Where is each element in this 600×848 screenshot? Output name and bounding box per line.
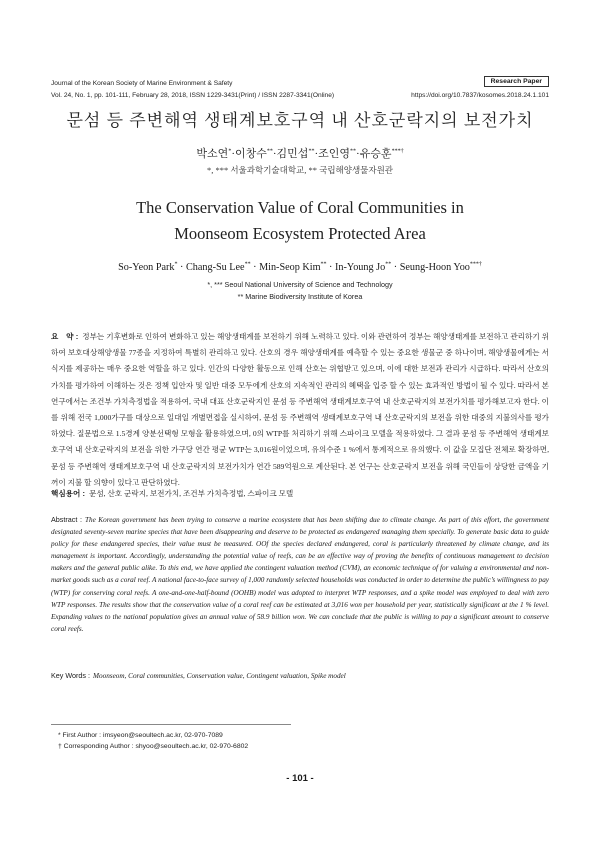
footnote-corresponding-author: † Corresponding Author : shyoo@seoultech.ac.kr, 02-970-6802 xyxy=(58,743,249,750)
abstract-english-label: Abstract : xyxy=(51,515,83,524)
korean-author-name: 김민섭 xyxy=(276,148,309,160)
abstract-korean xyxy=(51,329,549,491)
authors-korean xyxy=(0,145,600,161)
korean-author-name: 이창수 xyxy=(234,148,267,160)
abstract-korean-text: 정부는 기후변화로 인하여 변화하고 있는 해양생태계를 보전하기 위해 노력하고 있다. 이와 관련하여 정부는 해양생태계를 보전하고 관리하기 위하여 보호대상해양생물 77종을 지정하여 특별히 관리하고 있다. 산호의 경우 해양생태계를 예측할 수 있는 중요한 생물군 중 하나이며, 해양생물에게는 서식지를 제공하는 매우 중요한 역할을 하고 있다. 인간의 다양한 활동으로 인해 산호는 위협받고 있으며, 이에 대한 보전과 관리가 시급하다. 따라서 산호의 가치를 평가하여 이해하는 것은 정책 입안자 및 일반 대중 모두에게 산호의 지속적인 관리의 혜택을 입증 할 수 있는 효과적인 방법이 될 수 있다. 따라서 본 연구에서는 조건부 가치측정법을 적용하여, 국내 대표 산호군락지인 문섬 등 주변해역 생태계보호구역 내 산호군락지의 보전가치를 평가해보고자 한다. 이를 위해 전국 1,000가구를 대상으로 일대일 개별면접을 실시하여, 문섬 등 주변해역 생태계보호구역 내 산호군락지의 보전을 위한 대중의 지불의사를 평가하였다. 질문법으로 1.5경계 양분선택형 모형을 활용하였으며, 0의 WTP를 처리하기 위해 스파이크 모델을 적용하였다. 그 결과 문섬 등 주변해역 생태계보호구역 내 산호군락지의 보전을 위한 가구당 연간 평균 WTP는 3,016원이었으며, 유의수준 1 %에서 통계적으로 유의했다. 이 값을 모집단 전체로 확장하면, 문섬 등 주변해역 생태계보호구역 내 산호군락지의 보전가치가 연간 589억원으로 계산된다. 본 연구는 산호군락지 보전을 위해 국민들이 상당한 금액을 기꺼이 지불 할 의향이 있다고 판단하였다. xyxy=(51,332,549,487)
author-separator: · xyxy=(326,262,335,273)
english-author-name: In-Young Jo xyxy=(335,262,386,273)
english-author-name: Seung-Hoon Yoo xyxy=(399,262,470,273)
author-separator: · xyxy=(231,148,235,160)
english-author-mark: * xyxy=(174,261,178,268)
keywords-korean-label: 핵심용어 : xyxy=(51,489,85,498)
doi-link[interactable]: https://doi.org/10.7837/kosomes.2018.24.1.101 xyxy=(411,92,549,99)
english-author-name: So-Yeon Park xyxy=(118,262,175,273)
english-author-mark: ***† xyxy=(469,261,482,268)
korean-author-mark: ***† xyxy=(391,148,404,155)
affiliation-korean: *, *** 서울과학기술대학교, ** 국립해양생물자원관 xyxy=(206,165,394,175)
korean-author-mark: ** xyxy=(350,148,356,155)
title-english-line1: The Conservation Value of Coral Communities in xyxy=(136,198,464,217)
affiliation-english-2: ** Marine Biodiversity Institute of Korea xyxy=(237,292,363,301)
footnote-divider xyxy=(51,724,291,725)
author-separator: · xyxy=(177,262,186,273)
korean-author-name: 조인영 xyxy=(318,148,350,160)
affiliation-english-1: *, *** Seoul National University of Science and Technology xyxy=(207,280,393,289)
author-separator: · xyxy=(314,148,319,160)
korean-author-mark: * xyxy=(228,148,232,155)
english-author-mark: ** xyxy=(244,261,251,268)
footnote-first-author: * First Author : imsyeon@seoultech.ac.kr, 02-970-7089 xyxy=(58,732,223,739)
article-type-badge: Research Paper xyxy=(484,76,549,87)
korean-author-name: 유승훈 xyxy=(359,148,392,160)
korean-author-name: 박소연 xyxy=(196,148,229,160)
keywords-korean xyxy=(51,488,549,499)
keywords-english-text: Moonseom, Coral communities, Conservation value, Contingent valuation, Spike model xyxy=(93,672,346,680)
english-author-name: Chang-Su Lee xyxy=(186,262,245,273)
english-author-name: Min-Seop Kim xyxy=(259,262,321,273)
authors-english xyxy=(0,262,600,273)
page-number: - 101 - xyxy=(286,773,314,784)
abstract-korean-label: 요 약 : xyxy=(51,332,79,341)
author-separator: · xyxy=(391,262,400,273)
keywords-korean-text: 문섬, 산호 군락지, 보전가치, 조건부 가치측정법, 스파이크 모델 xyxy=(88,489,294,498)
english-author-mark: ** xyxy=(320,261,327,268)
abstract-english xyxy=(51,514,549,635)
journal-name: Journal of the Korean Society of Marine Environment & Safety xyxy=(51,80,233,87)
korean-author-mark: ** xyxy=(266,148,273,155)
author-separator: · xyxy=(356,148,360,160)
author-separator: · xyxy=(250,262,260,273)
abstract-english-text: The Korean government has been trying to conserve a marine ecosystem that has been shifting due to climate change. As part of this effort, the government designated seventy-seven marine species that have been disappearing and deserve to be protected as endangered managing them specially. To generate basic data to guide policy for these endangered species, their value must be measured. OOf the species declared endangered, coral is particularly threatened by climate change, and its management is important. Accordingly, understanding the potential value of reefs, can be an effective way of proving the benefits of continuous management to decision makers and the general public alike. To this end, we have applied the contingent valuation method (CVM), an economic technique of for valuing a environmental and non-market goods such as a coral reef. A national face-to-face survey of 1,000 randomly selected households was conducted in order to determine the public’s willingness to pay (WTP) for conserving coral reefs. A one-and-one-half-bound (OOHB) model was adopted to interpret WTP responses, and a spike model was employed to deal with zero WTP responses. The results show that the conservation value of a coral reef can be estimated at 3,016 won per household per year, statistically significant at the 1 % level. Expanding values to the national population gives an annual value of 58.9 billion won. We can conclude that the public is willing to pay a significant amount to conserve coral reefs. xyxy=(51,516,549,633)
korean-author-mark: ** xyxy=(308,148,315,155)
keywords-english xyxy=(51,671,549,680)
english-author-mark: ** xyxy=(385,261,392,268)
title-korean: 문섬 등 주변해역 생태계보호구역 내 산호군락지의 보전가치 xyxy=(66,111,534,130)
journal-volume-info: Vol. 24, No. 1, pp. 101-111, February 28, 2018, ISSN 1229-3431(Print) / ISSN 2287-3341(Online) xyxy=(51,92,335,99)
author-separator: · xyxy=(272,148,277,160)
title-english-line2: Moonseom Ecosystem Protected Area xyxy=(174,224,426,243)
keywords-english-label: Key Words : xyxy=(51,671,91,680)
